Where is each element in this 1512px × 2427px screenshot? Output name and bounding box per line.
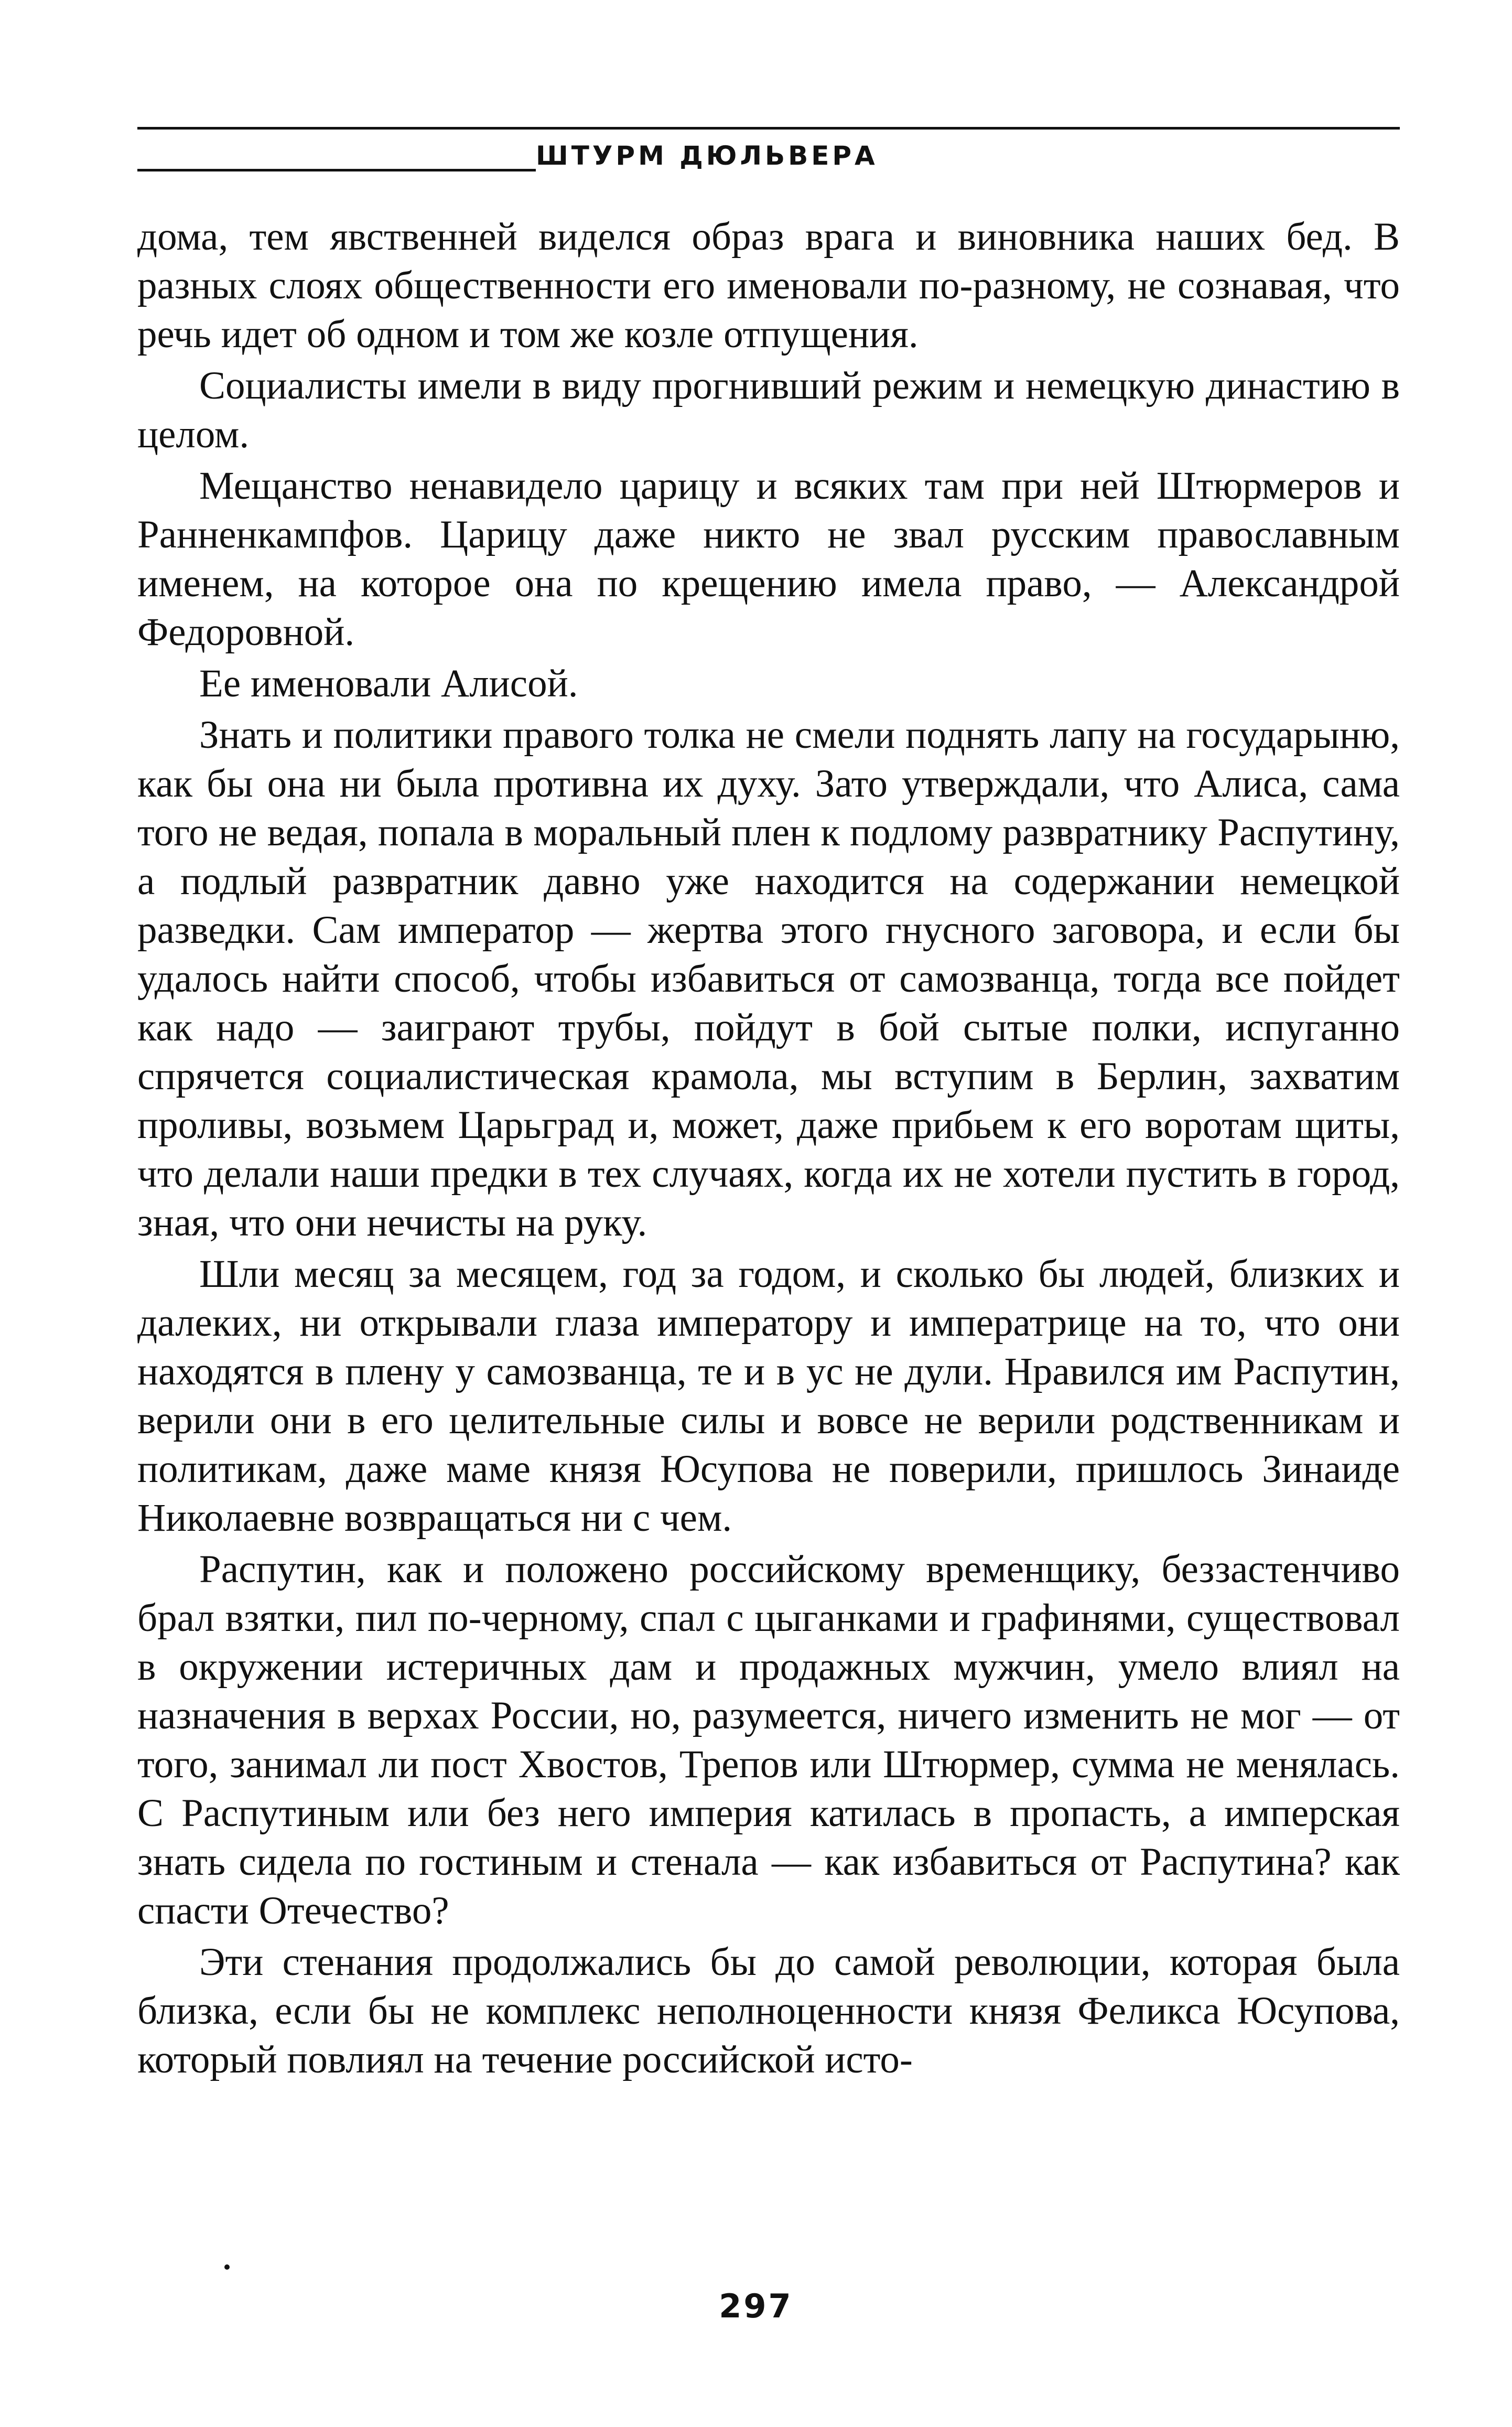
paragraph: Социалисты имели в виду прогнивший режим и немецкую династию в целом. — [137, 364, 1400, 456]
paragraph: Мещанство ненавидело царицу и всяких там при ней Штюрмеров и Ранненкампфов. Царицу даже никто не звал русским православным именем, на которое она по крещению имела право, — Александрой Федоровной. — [137, 464, 1400, 654]
header-top-rule — [137, 127, 1400, 130]
scan-speck — [224, 2264, 230, 2270]
paragraph: Шли месяц за месяцем, год за годом, и сколько бы людей, близких и далеких, ни открывали глаза императору и императрице на то, что они находятся в плену у самозванца, те и в ус не дули. Нравился им Распутин, верили они в его целительные силы и вовсе не верили родственникам и политикам, даже маме князя Юсупова не поверили, пришлось Зинаиде Николаевне возвращаться ни с чем. — [137, 1252, 1400, 1540]
paragraph: Эти стенания продолжались бы до самой революции, которая была близка, если бы не комплекс неполноценности князя Феликса Юсупова, который повлиял на течение российской исто- — [137, 1940, 1400, 2081]
paragraph: Распутин, как и положено российскому временщику, беззастенчиво брал взятки, пил по-черному, спал с цыганками и графинями, существовал в окружении истеричных дам и продажных мужчин, умело влиял на назначения в верхах России, но, разумеется, ничего изменить не мог — от того, занимал ли пост Хвостов, Трепов или Штюрмер, сумма не менялась. С Распутиным или без него империя катилась в пропасть, а имперская знать сидела по гостиным и стенала — как избавиться от Распутина? как спасти Отечество? — [137, 1548, 1400, 1932]
body-text — [137, 212, 1400, 2087]
page-number: 297 — [719, 2287, 793, 2325]
paragraph: дома, тем явственней виделся образ врага и виновника наших бед. В разных слоях общественности его именовали по-разному, не сознавая, что речь идет об одном и том же козле отпущения. — [137, 215, 1400, 356]
header-left-rule — [137, 169, 536, 171]
running-head: ШТУРМ ДЮЛЬВЕРА — [536, 141, 878, 171]
paragraph: Знать и политики правого толка не смели поднять лапу на государыню, как бы она ни была противна их духу. Зато утверждали, что Алиса, сама того не ведая, попала в моральный плен к подлому развратнику Распутину, а подлый развратник давно уже находится на содержании немецкой разведки. Сам император — жертва этого гнусного заговора, и если бы удалось найти способ, чтобы избавиться от самозванца, тогда все пойдет как надо — заиграют трубы, пойдут в бой сытые полки, испуганно спрячется социалистическая крамола, мы вступим в Берлин, захватим проливы, возьмем Царьград и, может, даже прибьем к его воротам щиты, что делали наши предки в тех случаях, когда их не хотели пустить в город, зная, что они нечисты на руку. — [137, 713, 1400, 1244]
paragraph: Ее именовали Алисой. — [199, 662, 578, 705]
